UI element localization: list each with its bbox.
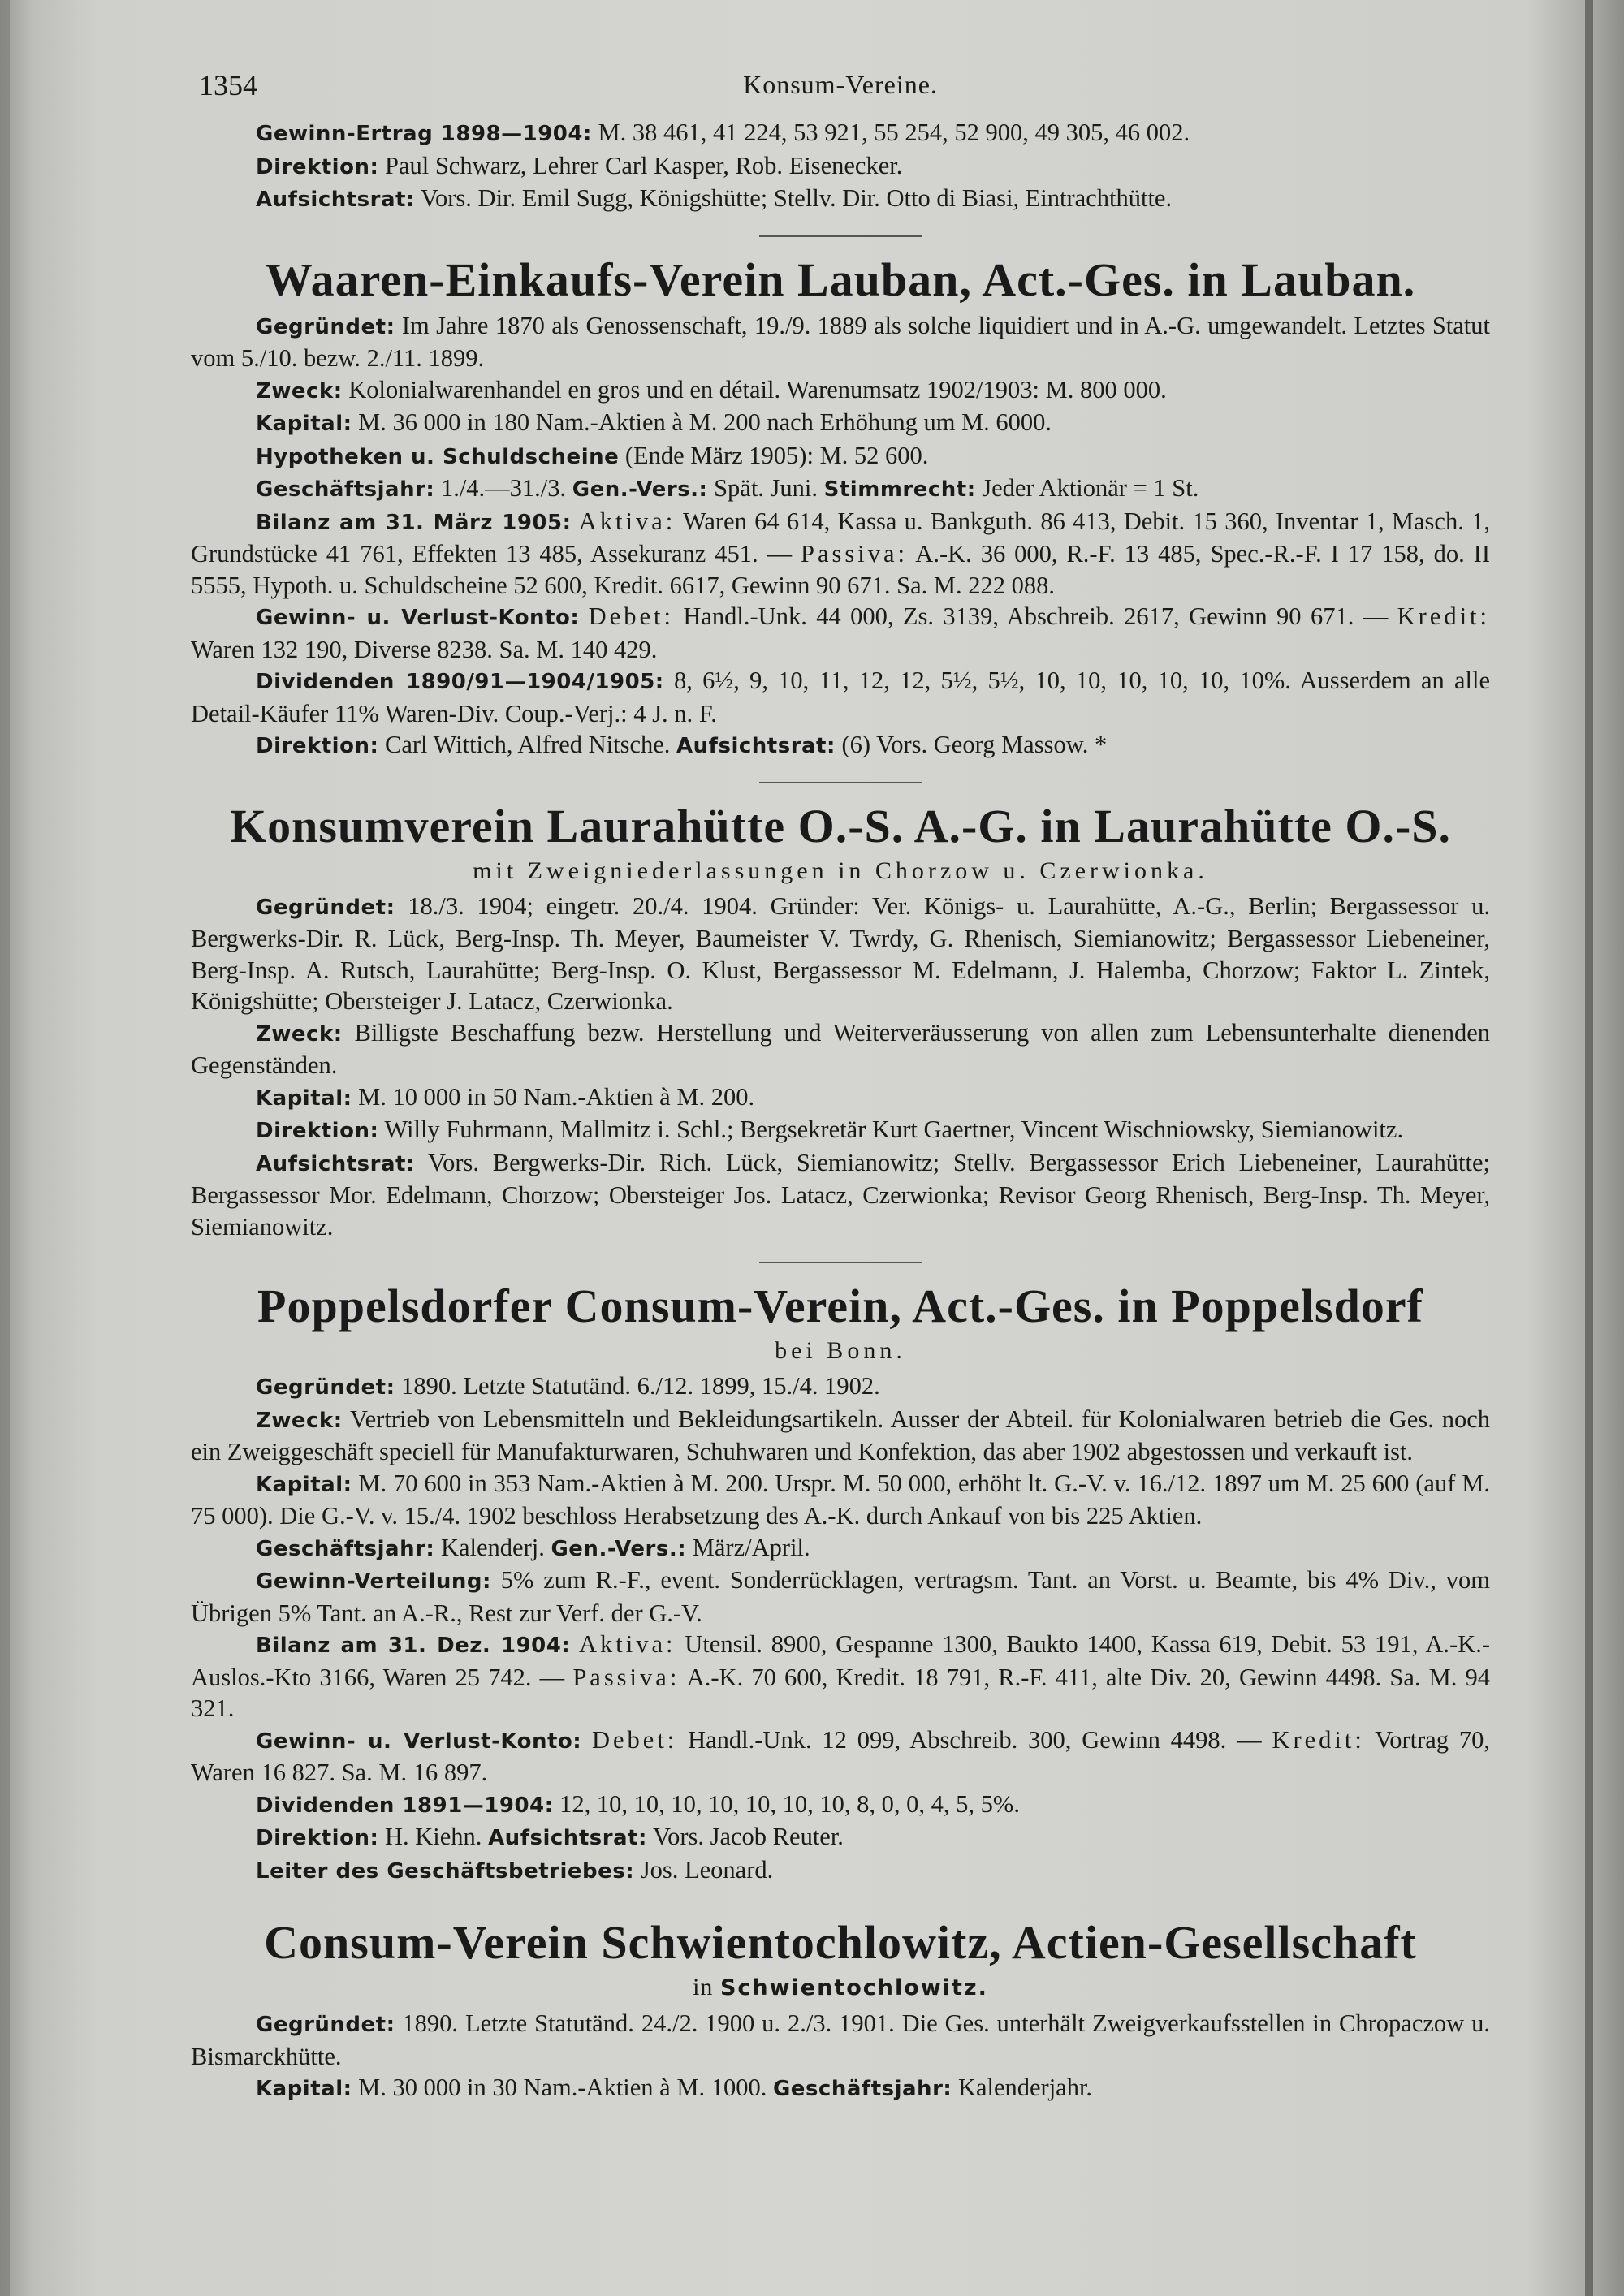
gewinn-ertrag-line: Gewinn-Ertrag 1898—1904: M. 38 461, 41 224, 53 921, 55 254, 52 900, 49 305, 46 002.: [256, 119, 1190, 146]
running-header: [191, 68, 1490, 117]
section-divider: [759, 1262, 922, 1263]
gewinn-verlust-paragraph: Gewinn- u. Verlust-Konto: Debet: Handl.-Unk. 44 000, Zs. 3139, Abschreib. 2617, Gewinn 90 671. — Kredit: Waren 132 190, Diverse 8238. Sa. M. 140 429.: [191, 602, 1491, 663]
entry-lauban: [191, 252, 1490, 762]
gegruendet-paragraph: Gegründet: 1890. Letzte Statutänd. 24./2. 1900 u. 2./3. 1901. Die Ges. unterhält Zweigverkaufsstellen in Chropaczow u. Bismarckhütte.: [191, 2009, 1490, 2070]
gewinn-verlust-paragraph: Gewinn- u. Verlust-Konto: Debet: Handl.-Unk. 12 099, Abschreib. 300, Gewinn 4498. — Kredit: Vortrag 70, Waren 16 827. Sa. M. 16 897.: [191, 1725, 1490, 1786]
section-divider: [759, 235, 922, 237]
entry-subtitle: bei Bonn.: [775, 1337, 906, 1364]
direktion-paragraph: Direktion: H. Kiehn. Aufsichtsrat: Vors. Jacob Reuter.: [256, 1823, 844, 1850]
geschaeftsjahr-paragraph: Geschäftsjahr: Kalenderj. Gen.-Vers.: März/April.: [256, 1533, 810, 1561]
gegruendet-paragraph: Gegründet: 18./3. 1904; eingetr. 20./4. 1904. Gründer: Ver. Königs- u. Laurahütte, A.-G., Berlin; Bergassessor u. Bergwerks-Dir. R. Lück, Berg-Insp. Th. Meyer, Baumeister V. Twrdy, G. Rhenisch, Siemianowitz; Bergassessor Liebeneiner, Berg-Insp. A. Rutsch, Laurahütte; Berg-Insp. O. Klust, Bergassessor M. Edelmann, J. Halemba, Chorzow; Faktor L. Zintek, Königshütte; Obersteiger J. Latacz, Czerwionka.: [191, 891, 1490, 1015]
gegruendet-paragraph: Gegründet: 1890. Letzte Statutänd. 6./12. 1899, 15./4. 1902.: [256, 1372, 880, 1400]
entry-schwientochlowitz: [191, 1914, 1490, 2105]
entry-subtitle: mit Zweigniederlassungen in Chorzow u. Czerwionka.: [473, 857, 1208, 884]
page-number: 1354: [199, 69, 257, 101]
entry-subtitle: in Schwientochlowitz.: [693, 1974, 988, 2000]
running-title: Konsum-Vereine.: [743, 70, 938, 99]
geschaeftsjahr-paragraph: Geschäftsjahr: 1./4.—31./3. Gen.-Vers.: Spät. Juni. Stimmrecht: Jeder Aktionär = 1 St.: [256, 474, 1199, 502]
aufsichtsrat-paragraph: Aufsichtsrat: Vors. Bergwerks-Dir. Rich. Lück, Siemianowitz; Stellv. Bergassessor Erich Liebeneiner, Laurahütte; Bergassessor Mor. Edelmann, Chorzow; Obersteiger Jos. Latacz, Czerwionka; Revisor Georg Rhenisch, Berg-Insp. Th. Meyer, Siemianowitz.: [191, 1148, 1490, 1241]
entry-poppelsdorf: [191, 1278, 1490, 1887]
entry-title: Poppelsdorfer Consum-Verein, Act.-Ges. in Poppelsdorf: [257, 1280, 1423, 1332]
direktion-paragraph: Direktion: Willy Fuhrmann, Mallmitz i. Schl.; Bergsekretär Kurt Gaertner, Vincent Wischniowsky, Siemianowitz.: [256, 1116, 1404, 1143]
entry-continuation: [191, 117, 1490, 216]
bilanz-paragraph: Bilanz am 31. März 1905: Aktiva: Waren 64 614, Kassa u. Bankguth. 86 413, Debit. 15 360, Inventar 1, Masch. 1, Grundstücke 41 761, Effekten 13 485, Assekuranz 451. — Passiva: A.-K. 36 000, R.-F. 13 485, Spec.-R.-F. I 17 158, do. II 5555, Hypoth. u. Schuldscheine 52 600, Kredit. 6617, Gewinn 90 671. Sa. M. 222 088.: [191, 507, 1490, 599]
gewinn-verteilung-paragraph: Gewinn-Verteilung: 5% zum R.-F., event. Sonderrücklagen, vertragsm. Tant. an Vorst. u. Beamte, bis 4% Div., vom Übrigen 5% Tant. an A.-R., Rest zur Verf. der G.-V.: [191, 1566, 1490, 1627]
direktion-paragraph: Direktion: Carl Wittich, Alfred Nitsche. Aufsichtsrat: (6) Vors. Georg Massow. *: [256, 731, 1108, 758]
entry-title: Waaren-Einkaufs-Verein Lauban, Act.-Ges. in Lauban.: [265, 252, 1416, 306]
entry-laurahuette: [191, 798, 1490, 1243]
zweck-paragraph: Zweck: Kolonialwarenhandel en gros und en détail. Warenumsatz 1902/1903: M. 800 000.: [256, 375, 1167, 404]
book-spine-shadow: [1585, 0, 1593, 2296]
direktion-line: Direktion: Paul Schwarz, Lehrer Carl Kasper, Rob. Eisenecker.: [256, 151, 903, 179]
page-left-edge-shadow: [0, 0, 10, 2296]
kapital-paragraph: Kapital: M. 70 600 in 353 Nam.-Aktien à M. 200. Urspr. M. 50 000, erhöht lt. G.-V. v. 16./12. 1897 um M. 25 600 (auf M. 75 000). Die G.-V. v. 15./4. 1902 beschloss Herabsetzung des A.-K. durch Ankauf von bis 225 Aktien.: [191, 1469, 1490, 1530]
leiter-paragraph: Leiter des Geschäftsbetriebes: Jos. Leonard.: [256, 1855, 774, 1884]
dividenden-paragraph: Dividenden 1890/91—1904/1905: 8, 6½, 9, 10, 11, 12, 12, 5½, 5½, 10, 10, 10, 10, 10, 10%. Ausserdem an alle Detail-Käufer 11% Waren-Div. Coup.-Verj.: 4 J. n. F.: [191, 667, 1491, 727]
bilanz-paragraph: Bilanz am 31. Dez. 1904: Aktiva: Utensil. 8900, Gespanne 1300, Baukto 1400, Kassa 619, Debit. 53 191, A.-K.-Auslos.-Kto 3166, Waren 25 742. — Passiva: A.-K. 70 600, Kredit. 18 791, R.-F. 411, alte Div. 20, Gewinn 4498. Sa. M. 94 321.: [191, 1630, 1491, 1722]
hypotheken-paragraph: Hypotheken u. Schuldscheine (Ende März 1905): M. 52 600.: [256, 441, 929, 469]
section-divider: [759, 782, 922, 783]
page-content: [191, 68, 1490, 2105]
aufsichtsrat-line: Aufsichtsrat: Vors. Dir. Emil Sugg, Königshütte; Stellv. Dir. Otto di Biasi, Eintrachthütte.: [256, 184, 1173, 212]
zweck-paragraph: Zweck: Billigste Beschaffung bezw. Herstellung und Weiterveräusserung von allen zum Lebensunterhalte dienenden Gegenständen.: [191, 1018, 1490, 1079]
kapital-paragraph: Kapital: M. 36 000 in 180 Nam.-Aktien à M. 200 nach Erhöhung um M. 6000.: [256, 408, 1052, 436]
gegruendet-paragraph: Gegründet: Im Jahre 1870 als Genossenschaft, 19./9. 1889 als solche liquidiert und in A.-G. umgewandelt. Letztes Statut vom 5./10. bezw. 2./11. 1899.: [191, 311, 1490, 372]
entry-title: Consum-Verein Schwientochlowitz, Actien-Gesellschaft: [264, 1916, 1417, 1969]
kapital-paragraph: Kapital: M. 10 000 in 50 Nam.-Aktien à M. 200.: [256, 1082, 755, 1111]
dividenden-paragraph: Dividenden 1891—1904: 12, 10, 10, 10, 10, 10, 10, 10, 8, 0, 0, 4, 5, 5%.: [256, 1789, 1020, 1818]
entry-title: Konsumverein Laurahütte O.-S. A.-G. in Laurahütte O.-S.: [229, 799, 1452, 852]
zweck-paragraph: Zweck: Vertrieb von Lebensmitteln und Bekleidungsartikeln. Ausser der Abteil. für Kolonialwaren betrieb die Ges. noch ein Zweiggeschäft speciell für Manufakturwaren, Schuhwaren und Konfektion, das aber 1902 abgestossen und verkauft ist.: [191, 1405, 1490, 1465]
kapital-paragraph: Kapital: M. 30 000 in 30 Nam.-Aktien à M. 1000. Geschäftsjahr: Kalenderjahr.: [256, 2074, 1093, 2101]
